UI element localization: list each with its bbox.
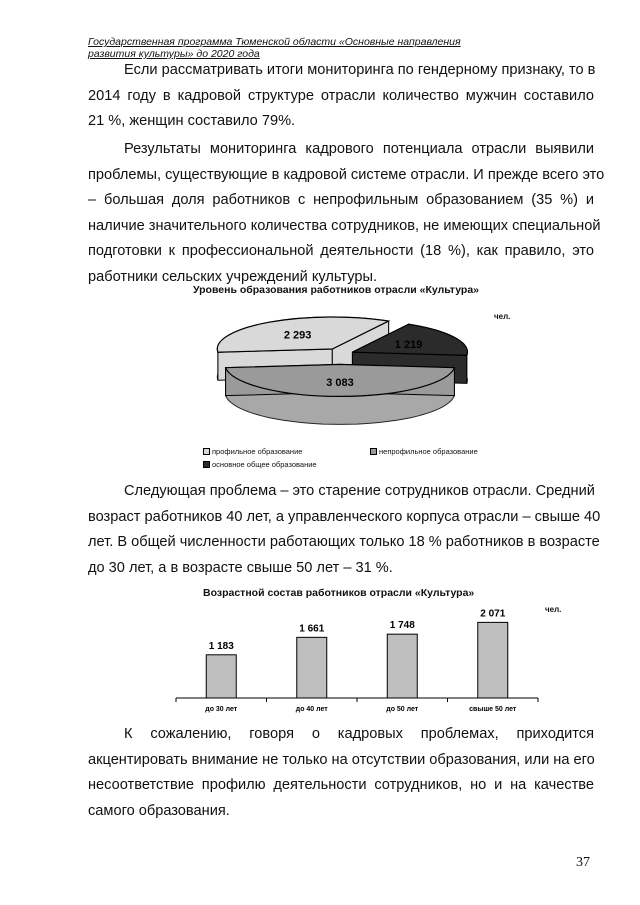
legend-swatch <box>203 448 210 455</box>
text-line: проблемы, существующие в кадровой системе отрасли. И прежде всего это <box>88 166 605 183</box>
bar <box>206 655 236 698</box>
legend-swatch <box>203 461 210 468</box>
bar <box>387 634 417 698</box>
text-line: до 30 лет, а в возрасте свыше 50 лет – 31 %. <box>88 559 393 576</box>
header-line-2: развития культуры» до 2020 года <box>88 48 260 60</box>
text-line: наличие значительного количества сотрудников, не имеющих специальной <box>88 217 601 234</box>
bar-chart-unit: чел. <box>545 605 562 614</box>
paragraph-quality <box>88 722 594 824</box>
legend-item-profile <box>203 447 302 456</box>
bar-data-label: 1 661 <box>299 623 325 635</box>
legend-label: основное общее образование <box>212 460 317 469</box>
legend-item-nonprofile <box>370 447 478 456</box>
text-line: возраст работников 40 лет, а управленческого корпуса отрасли – свыше 40 <box>88 508 601 525</box>
text-line: работники сельских учреждений культуры. <box>88 268 378 285</box>
text-line: акцентировать внимание не только на отсутствии образования, или на его <box>88 751 595 768</box>
paragraph-gender <box>88 58 594 135</box>
document-header <box>88 36 461 60</box>
page-number: 37 <box>576 855 590 870</box>
pie-chart <box>190 308 490 438</box>
bar-data-label: 1 183 <box>208 640 234 652</box>
category-label: до 30 лет <box>205 706 238 713</box>
paragraph-age <box>88 479 601 581</box>
text-line: несоответствие профилю деятельности сотрудников, но и на качестве <box>88 777 594 793</box>
pie-data-label: 3 083 <box>326 377 354 389</box>
category-label: до 40 лет <box>295 706 328 713</box>
category-label: до 50 лет <box>386 706 419 713</box>
bar <box>478 622 508 698</box>
bar-data-label: 1 748 <box>389 620 415 632</box>
pie-chart-title: Уровень образования работников отрасли «Культура» <box>193 284 479 296</box>
legend-label: профильное образование <box>212 447 303 456</box>
text-line: лет. В общей численности работающих только 18 % работников в возрасте <box>88 534 600 550</box>
bar-data-label: 2 071 <box>480 608 506 620</box>
bar-chart <box>168 600 548 718</box>
text-line: Результаты мониторинга кадрового потенциала отрасли выявили <box>124 141 594 157</box>
pie-data-label: 1 219 <box>394 339 423 352</box>
text-line: самого образования. <box>88 802 230 819</box>
text-line: подготовки к профессиональной деятельности (18 %), как правило, это <box>88 243 594 259</box>
text-line: Если рассматривать итоги мониторинга по гендерному признаку, то в <box>124 62 596 78</box>
text-line: 21 %, женщин составило 79%. <box>88 113 296 129</box>
text-line: К сожалению, говоря о кадровых проблемах, приходится <box>124 726 594 742</box>
text-line: – большая доля работников с непрофильным образованием (35 %) и <box>88 192 594 208</box>
paragraph-monitoring <box>88 137 605 290</box>
legend-swatch <box>370 448 377 455</box>
legend-label: непрофильное образование <box>379 447 478 456</box>
text-line: Следующая проблема – это старение сотрудников отрасли. Средний <box>124 483 595 499</box>
category-label: свыше 50 лет <box>469 706 517 713</box>
pie-data-label: 2 293 <box>283 329 312 342</box>
pie-chart-unit: чел. <box>494 312 511 321</box>
bar <box>297 637 327 698</box>
bar-chart-title: Возрастной состав работников отрасли «Культура» <box>203 587 475 599</box>
text-line: 2014 году в кадровой структуре отрасли количество мужчин составило <box>88 87 594 104</box>
legend-item-basic <box>203 460 317 469</box>
header-line-1: Государственная программа Тюменской области «Основные направления <box>88 36 461 48</box>
